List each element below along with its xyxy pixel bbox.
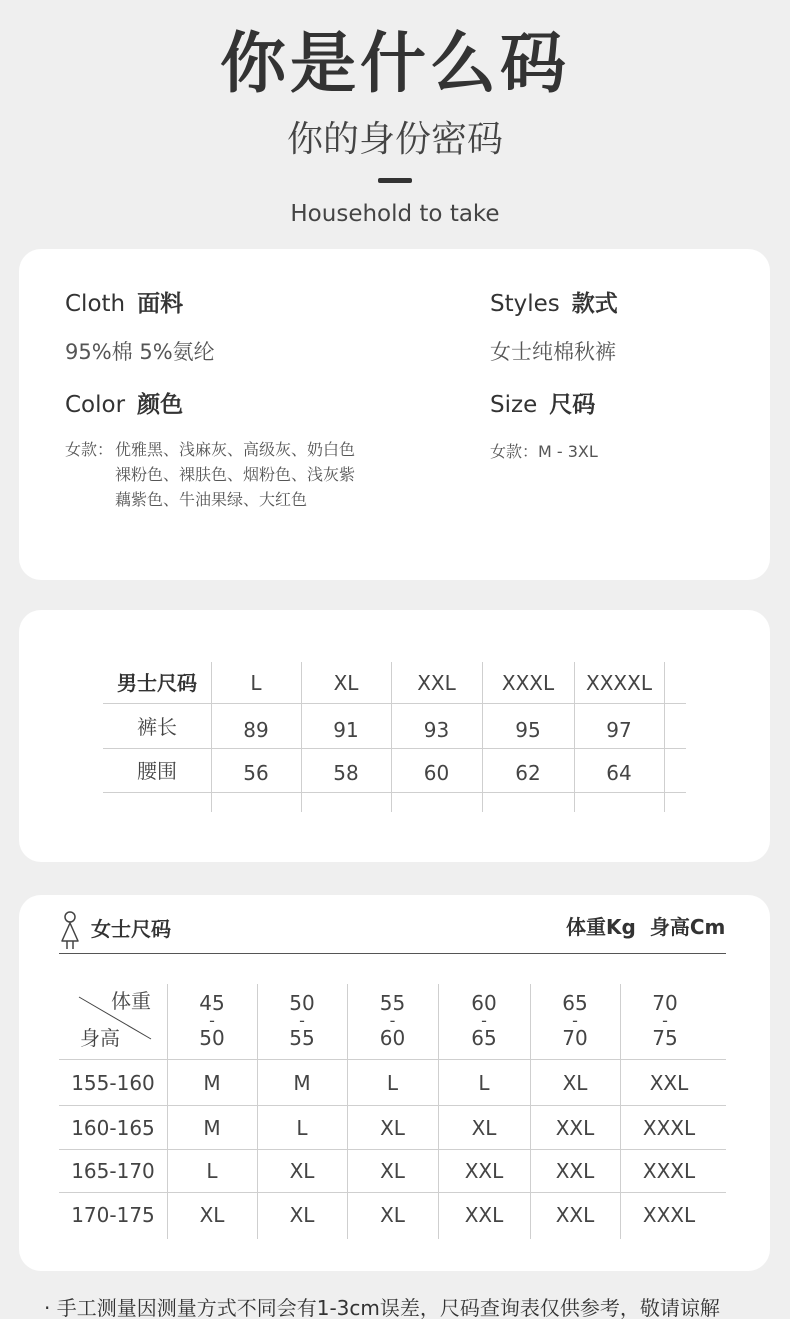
corner-weight-label: 体重	[111, 989, 151, 1013]
women-size-card	[19, 895, 770, 1271]
women-header-rule	[59, 953, 726, 954]
women-size-cell: XXL	[555, 1159, 595, 1183]
men-cell: 89	[243, 718, 269, 742]
women-size-cell: M	[293, 1071, 311, 1095]
women-size-cell: XL	[471, 1116, 497, 1140]
women-size-cell: L	[386, 1071, 399, 1095]
women-size-cell: XL	[562, 1071, 588, 1095]
grid-line	[103, 748, 686, 749]
size-heading-cn: 尺码	[549, 392, 596, 418]
women-size-cell: XXL	[649, 1071, 689, 1095]
men-cell: 62	[515, 761, 541, 785]
tagline: Household to take	[290, 201, 500, 227]
women-size-cell: L	[478, 1071, 490, 1095]
color-prefix: 女款：	[65, 440, 114, 459]
women-size-cell: XXXL	[642, 1203, 696, 1227]
weight-to: 75	[652, 1026, 678, 1050]
grid-line	[59, 1149, 726, 1150]
corner-height-label: 身高	[80, 1026, 120, 1050]
men-cell: 56	[243, 761, 269, 785]
weight-to: 55	[289, 1026, 315, 1050]
weight-dash: -	[572, 1011, 578, 1030]
color-heading-en: Color	[65, 392, 126, 418]
weight-from: 55	[379, 991, 406, 1015]
men-size-card	[19, 610, 770, 862]
weight-to: 65	[471, 1026, 497, 1050]
grid-line	[103, 792, 686, 793]
styles-heading	[490, 289, 618, 319]
weight-to: 70	[562, 1026, 588, 1050]
size-heading-en: Size	[490, 392, 538, 418]
weight-dash: -	[481, 1011, 487, 1030]
men-cell: 91	[333, 718, 359, 742]
product-info-card	[19, 249, 770, 580]
weight-from: 45	[199, 991, 225, 1015]
weight-to: 50	[199, 1026, 225, 1050]
color-heading	[65, 390, 183, 420]
cloth-heading-en: Cloth	[65, 291, 126, 317]
women-size-cell: XXXL	[642, 1116, 696, 1140]
styles-heading-en: Styles	[490, 291, 560, 317]
women-units	[566, 913, 725, 941]
page-title: 你是什么码	[220, 25, 570, 102]
size-value: 女款：M - 3XL	[490, 442, 598, 461]
women-size-cell: XXL	[555, 1116, 595, 1140]
footnote: · 手工测量因测量方式不同会有1-3cm误差，尺码查询表仅供参考，敬请谅解	[44, 1296, 720, 1319]
men-size-header: XXXXL	[586, 671, 652, 695]
weight-range	[620, 991, 710, 1050]
weight-range	[347, 991, 438, 1050]
weight-from: 65	[562, 991, 588, 1015]
weight-dash: -	[299, 1011, 305, 1030]
women-size-cell: XXL	[464, 1159, 504, 1183]
men-size-label: 男士尺码	[117, 671, 197, 695]
cloth-heading	[65, 289, 183, 319]
women-size-cell: XL	[289, 1159, 315, 1183]
unit-height: 身高Cm	[649, 915, 726, 939]
height-range-label: 165-170	[71, 1159, 155, 1183]
weight-from: 50	[289, 991, 315, 1015]
men-size-header: XL	[333, 671, 359, 695]
women-size-cell: XL	[199, 1203, 225, 1227]
size-heading	[490, 390, 595, 420]
women-size-cell: XXXL	[642, 1159, 696, 1183]
women-size-cell: XXL	[464, 1203, 504, 1227]
styles-value: 女士纯棉秋裤	[490, 340, 616, 364]
women-size-cell: M	[203, 1116, 221, 1140]
weight-range	[257, 991, 347, 1050]
weight-range	[438, 991, 530, 1050]
women-size-cell: M	[203, 1071, 221, 1095]
grid-line	[59, 1105, 726, 1106]
women-size-cell: XL	[380, 1159, 405, 1183]
weight-to: 60	[379, 1026, 406, 1050]
grid-line	[103, 703, 686, 704]
color-line-3: 藕紫色、牛油果绿、大红色	[115, 490, 308, 509]
weight-range	[167, 991, 257, 1050]
grid-line	[59, 1192, 726, 1193]
men-cell: 64	[606, 761, 632, 785]
men-cell: 95	[515, 718, 541, 742]
height-range-label: 170-175	[71, 1203, 155, 1227]
men-cell: 93	[423, 718, 450, 742]
weight-dash: -	[662, 1011, 668, 1030]
women-size-cell: L	[296, 1116, 308, 1140]
women-size-cell: L	[206, 1159, 218, 1183]
grid-line	[664, 662, 665, 812]
women-size-cell: XL	[289, 1203, 315, 1227]
weight-dash: -	[389, 1011, 396, 1030]
women-size-cell: XXL	[555, 1203, 595, 1227]
height-range-label: 155-160	[71, 1071, 155, 1095]
women-size-cell: XL	[380, 1116, 405, 1140]
title-divider	[378, 178, 412, 183]
height-range-label: 160-165	[71, 1116, 155, 1140]
women-size-cell: XL	[380, 1203, 405, 1227]
weight-dash: -	[209, 1011, 215, 1030]
grid-line	[59, 1059, 726, 1060]
color-line-2: 裸粉色、裸肤色、烟粉色、浅灰紫	[115, 465, 356, 484]
styles-heading-cn: 款式	[571, 291, 618, 317]
cloth-value: 95%棉 5%氨纶	[65, 340, 215, 364]
weight-from: 60	[471, 991, 497, 1015]
men-cell: 97	[606, 718, 632, 742]
men-size-header: L	[250, 671, 262, 695]
page-subtitle: 你的身份密码	[286, 119, 503, 160]
men-cell: 58	[333, 761, 359, 785]
women-size-title: 女士尺码	[91, 917, 171, 941]
weight-range	[530, 991, 620, 1050]
color-heading-cn: 颜色	[137, 392, 184, 418]
woman-figure-icon	[60, 911, 80, 951]
men-row-label: 裤长	[137, 715, 177, 739]
men-cell: 60	[423, 761, 450, 785]
cloth-heading-cn: 面料	[137, 291, 184, 317]
men-size-header: XXL	[417, 671, 456, 695]
weight-from: 70	[652, 991, 678, 1015]
men-size-header: XXXL	[501, 671, 555, 695]
men-row-label: 腰围	[137, 759, 177, 783]
unit-weight: 体重Kg	[566, 915, 636, 939]
color-line-1: 优雅黑、浅麻灰、高级灰、奶白色	[115, 440, 356, 459]
